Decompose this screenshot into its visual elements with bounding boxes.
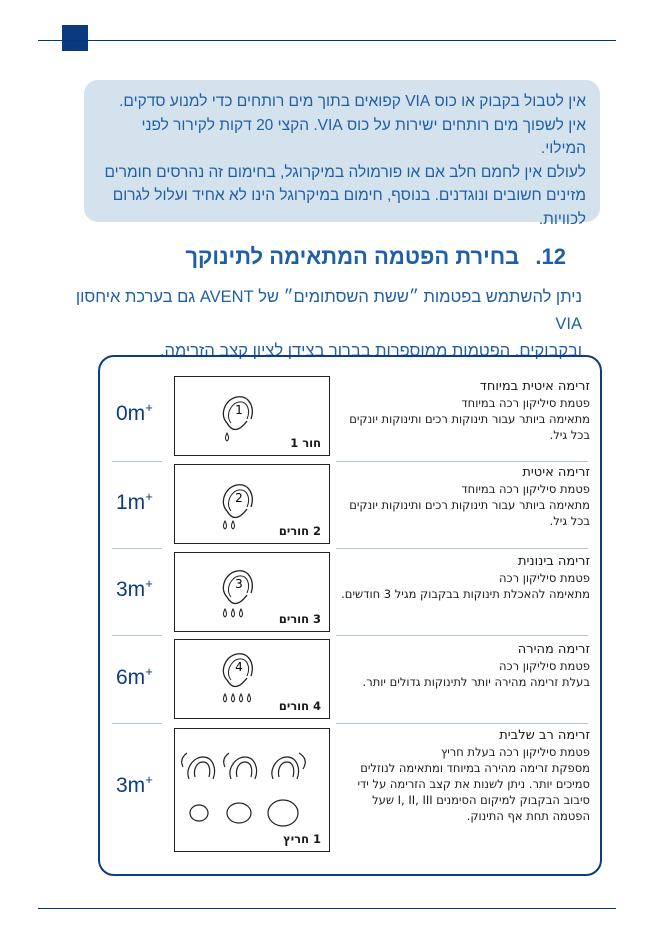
svg-text:3: 3 bbox=[235, 577, 243, 591]
holes-label: 3 חורים bbox=[278, 612, 321, 626]
holes-label: 4 חורים bbox=[278, 699, 321, 713]
note-line: לעולם אין לחמם חלב אם או פורמולה במיקרוגל, בחימום זה נהרסים חומרים bbox=[104, 163, 586, 181]
desc-line: מתאימה להאכלת תינוקות בבקבוק מגיל 3 חודשים. bbox=[341, 587, 590, 601]
footer-rule bbox=[38, 908, 616, 909]
row-divider bbox=[112, 461, 162, 462]
note-line: אין לשפוך מים רותחים ישירות על כוס VIA. הקצי 20 דקות לקירור לפני bbox=[141, 116, 586, 134]
section-marker-square bbox=[62, 25, 88, 51]
row-divider bbox=[336, 461, 588, 462]
flow-title: זרימה בינונית bbox=[517, 554, 590, 569]
desc-line: פטמת סיליקון רכה במיוחד bbox=[461, 396, 590, 410]
intro-line: ובקבוקים. הפטמות ממוספרות בברור בצידן לציון קצב הזרימה. bbox=[159, 342, 582, 360]
section-number: 12. bbox=[535, 244, 566, 269]
row-divider bbox=[112, 635, 162, 636]
svg-text:1: 1 bbox=[235, 403, 243, 417]
desc-line: בכל גיל. bbox=[549, 514, 590, 528]
teat-illustration-box bbox=[174, 639, 330, 719]
note-line: המילוי. bbox=[540, 140, 586, 157]
row-divider bbox=[336, 548, 588, 549]
age-label: 3m+ bbox=[116, 772, 153, 797]
desc-line: סיבוב הבקבוק למיקום הסימנים I, II, III שעל bbox=[372, 793, 590, 807]
note-line: מזינים חשובים ונוגדנים. בנוסף, חימום במיקרוגל הינו לא אחיד ועלול לגרום bbox=[112, 187, 586, 204]
age-label: 3m+ bbox=[116, 576, 153, 601]
section-title: בחירת הפטמה המתאימה לתינוקך bbox=[185, 244, 520, 269]
row-divider bbox=[112, 548, 162, 549]
warning-note-box bbox=[84, 80, 600, 228]
warning-note-text bbox=[96, 90, 586, 231]
teat-illustration-box bbox=[174, 728, 330, 852]
teat-description bbox=[336, 728, 590, 824]
teat-description bbox=[336, 379, 590, 443]
flow-title: זרימה מהירה bbox=[517, 642, 590, 657]
header-rule bbox=[38, 40, 616, 41]
desc-line: בכל גיל. bbox=[549, 428, 590, 442]
teat-illustration-box bbox=[174, 376, 330, 456]
desc-line: מתאימה ביותר עבור תינוקות רכים ותינוקות יונקים bbox=[349, 412, 590, 426]
flow-title: זרימה איטית במיוחד bbox=[479, 379, 590, 394]
flow-title: זרימה איטית bbox=[522, 465, 590, 480]
teat-description bbox=[336, 642, 590, 690]
desc-line: פטמת סיליקון רכה בעלת חריץ bbox=[440, 745, 590, 759]
section-heading bbox=[185, 244, 566, 270]
note-line: לכוויות. bbox=[538, 210, 586, 228]
teat-description bbox=[336, 465, 590, 529]
teat-illustration-box bbox=[174, 552, 330, 632]
desc-line: סמיכים יותר. ניתן לשנות את קצב הזרימה על ידי bbox=[357, 777, 590, 791]
svg-text:2: 2 bbox=[235, 491, 243, 505]
svg-text:4: 4 bbox=[235, 660, 243, 674]
note-line: אין לטבול בקבוק או כוס VIA קפואים בתוך מים רותחים כדי למנוע סדקים. bbox=[119, 93, 586, 110]
desc-line: הפטמה תחת אף התינוק. bbox=[466, 809, 590, 823]
desc-line: פטמת סיליקון רכה bbox=[499, 571, 590, 585]
intro-paragraph bbox=[74, 284, 582, 365]
row-divider bbox=[336, 635, 588, 636]
desc-line: מתאימה ביותר עבור תינוקות רכים ותינוקות יונקים bbox=[349, 498, 590, 512]
flow-title: זרימה רב שלבית bbox=[499, 728, 590, 743]
age-label: 6m+ bbox=[116, 664, 153, 689]
intro-line: ניתן להשתמש בפטמות ״ששת השסתומים״ של AVENT גם בערכת איחסון VIA bbox=[75, 288, 582, 333]
age-label: 1m+ bbox=[116, 489, 153, 514]
desc-line: פטמת סיליקון רכה במיוחד bbox=[461, 482, 590, 496]
holes-label: חור 1 bbox=[290, 436, 321, 450]
age-label: 0m+ bbox=[116, 400, 153, 425]
desc-line: בעלת זרימה מהירה יותר לתינוקות גדולים יותר. bbox=[362, 675, 590, 689]
teat-description bbox=[336, 554, 590, 602]
row-divider bbox=[336, 723, 588, 724]
desc-line: מספקת זרימה מהירה במיוחד ומתאימה לנוזלים bbox=[360, 761, 590, 775]
row-divider bbox=[112, 723, 162, 724]
desc-line: פטמת סיליקון רכה bbox=[499, 659, 590, 673]
holes-label: 2 חורים bbox=[278, 524, 321, 538]
holes-label: 1 חריץ bbox=[283, 832, 321, 846]
teat-illustration-box bbox=[174, 464, 330, 544]
